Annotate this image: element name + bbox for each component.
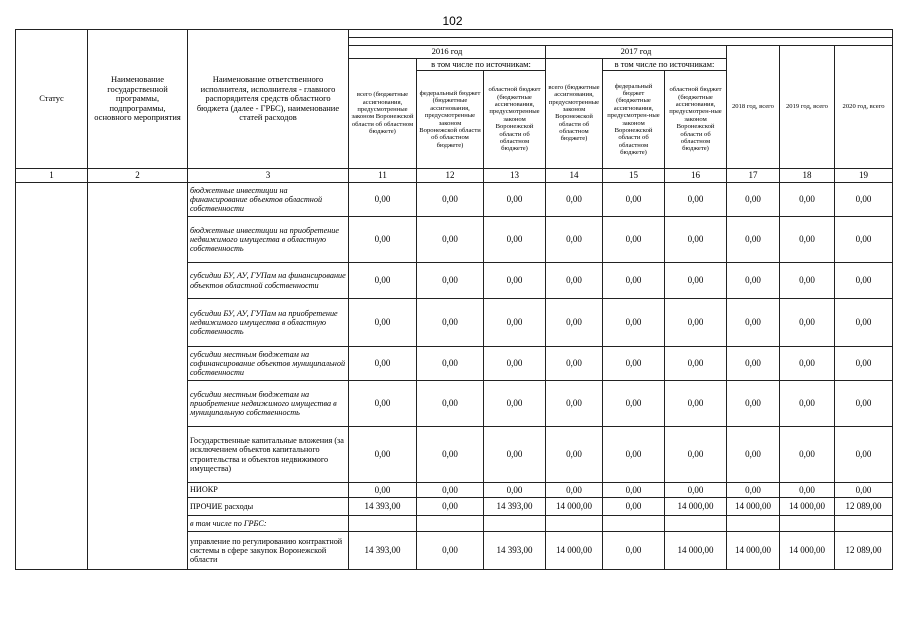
value-cell: 0,00 — [780, 217, 835, 263]
header-2018: 2018 год, всего — [727, 46, 780, 169]
value-cell: 0,00 — [780, 381, 835, 427]
value-cell: 0,00 — [349, 381, 417, 427]
value-cell: 0,00 — [603, 498, 665, 516]
value-cell: 12 089,00 — [835, 532, 893, 570]
value-cell: 0,00 — [603, 532, 665, 570]
value-cell: 0,00 — [727, 263, 780, 299]
value-cell: 0,00 — [780, 263, 835, 299]
header-blank-top — [349, 30, 893, 38]
value-cell: 14 000,00 — [780, 532, 835, 570]
value-cell: 0,00 — [417, 532, 484, 570]
value-cell: 0,00 — [349, 427, 417, 483]
value-cell: 0,00 — [417, 347, 484, 381]
value-cell: 0,00 — [603, 427, 665, 483]
header-blank-second — [349, 38, 893, 46]
value-cell: 14 000,00 — [780, 498, 835, 516]
value-cell: 14 000,00 — [727, 532, 780, 570]
value-cell: 14 393,00 — [349, 498, 417, 516]
header-year-2017: 2017 год — [546, 46, 727, 59]
value-cell: 0,00 — [835, 263, 893, 299]
value-cell: 14 393,00 — [484, 532, 546, 570]
header-col16: областной бюджет (бюджетные ассигнования, предусмотрен-ные законом Воронежской области об областном бюджете) — [665, 71, 727, 169]
col-number: 1 — [16, 169, 88, 183]
value-cell: 0,00 — [546, 427, 603, 483]
row-label: ПРОЧИЕ расходы — [188, 498, 349, 516]
value-cell: 0,00 — [484, 263, 546, 299]
row-label: управление по регулированию контрактной системы в сфере закупок Воронежской области — [188, 532, 349, 570]
value-cell: 0,00 — [484, 347, 546, 381]
row-label: субсидии БУ, АУ, ГУПам на приобретение недвижимого имущества в областную собственность — [188, 299, 349, 347]
header-col14: всего (бюджетные ассигнования, предусмотренные законом Воронежской области об областном бюджете) — [546, 58, 603, 169]
value-cell: 0,00 — [603, 263, 665, 299]
value-cell: 0,00 — [417, 183, 484, 217]
value-cell: 0,00 — [603, 381, 665, 427]
value-cell — [484, 516, 546, 532]
value-cell: 0,00 — [727, 347, 780, 381]
value-cell: 0,00 — [603, 347, 665, 381]
value-cell: 0,00 — [417, 299, 484, 347]
value-cell: 14 393,00 — [349, 532, 417, 570]
col-number: 13 — [484, 169, 546, 183]
row-label: субсидии БУ, АУ, ГУПам на финансирование объектов областной собственности — [188, 263, 349, 299]
value-cell — [417, 516, 484, 532]
header-executor: Наименование ответственного исполнителя, исполнителя - главного распорядителя средств областного бюджета (далее - ГРБС), наименование статей расходов — [188, 30, 349, 169]
value-cell: 0,00 — [835, 347, 893, 381]
value-cell: 0,00 — [546, 263, 603, 299]
header-col13: областной бюджет (бюджетные ассигнования, предусмотренные законом Воронежской области об областном бюджете) — [484, 71, 546, 169]
value-cell: 0,00 — [727, 183, 780, 217]
value-cell: 0,00 — [835, 183, 893, 217]
column-numbers-row — [16, 169, 893, 183]
header-top-row — [16, 30, 893, 38]
row-label: субсидии местным бюджетам на софинансирование объектов муниципальной собственности — [188, 347, 349, 381]
value-cell: 0,00 — [665, 483, 727, 498]
col-number: 17 — [727, 169, 780, 183]
value-cell: 0,00 — [349, 183, 417, 217]
value-cell: 0,00 — [349, 217, 417, 263]
value-cell: 0,00 — [665, 263, 727, 299]
col-number: 14 — [546, 169, 603, 183]
value-cell: 0,00 — [780, 299, 835, 347]
value-cell: 0,00 — [484, 183, 546, 217]
col-number: 2 — [88, 169, 188, 183]
value-cell: 0,00 — [484, 381, 546, 427]
value-cell — [603, 516, 665, 532]
value-cell: 14 000,00 — [546, 498, 603, 516]
value-cell: 0,00 — [780, 427, 835, 483]
program-cell — [88, 183, 188, 570]
value-cell: 0,00 — [665, 217, 727, 263]
value-cell: 0,00 — [546, 381, 603, 427]
row-label: бюджетные инвестиции на финансирование объектов областной собственности — [188, 183, 349, 217]
value-cell: 0,00 — [603, 299, 665, 347]
page-number: 102 — [442, 14, 463, 28]
col-number: 15 — [603, 169, 665, 183]
value-cell — [665, 516, 727, 532]
value-cell: 14 000,00 — [665, 498, 727, 516]
value-cell: 0,00 — [665, 299, 727, 347]
value-cell: 0,00 — [835, 483, 893, 498]
value-cell — [546, 516, 603, 532]
value-cell: 0,00 — [349, 347, 417, 381]
header-2020: 2020 год, всего — [835, 46, 893, 169]
value-cell: 0,00 — [780, 483, 835, 498]
row-label: НИОКР — [188, 483, 349, 498]
value-cell: 12 089,00 — [835, 498, 893, 516]
header-status: Статус — [16, 30, 88, 169]
budget-table — [15, 29, 893, 570]
value-cell: 0,00 — [727, 381, 780, 427]
value-cell: 0,00 — [835, 381, 893, 427]
value-cell: 0,00 — [665, 427, 727, 483]
value-cell: 0,00 — [603, 183, 665, 217]
header-program: Наименование государственной программы, подпрограммы, основного мероприятия — [88, 30, 188, 169]
value-cell — [835, 516, 893, 532]
value-cell: 0,00 — [484, 483, 546, 498]
value-cell — [780, 516, 835, 532]
value-cell: 0,00 — [727, 217, 780, 263]
value-cell: 0,00 — [603, 217, 665, 263]
row-label: Государственные капитальные вложения (за исключением объектов капитального строительства и объектов недвижимого имущества) — [188, 427, 349, 483]
value-cell: 14 000,00 — [727, 498, 780, 516]
value-cell: 0,00 — [417, 498, 484, 516]
table-row — [16, 183, 893, 217]
header-incl-2017: в том числе по источникам: — [603, 58, 727, 71]
value-cell: 14 393,00 — [484, 498, 546, 516]
value-cell: 0,00 — [727, 483, 780, 498]
col-number: 3 — [188, 169, 349, 183]
row-label: в том числе по ГРБС: — [188, 516, 349, 532]
header-incl-2016: в том числе по источникам: — [417, 58, 546, 71]
value-cell — [727, 516, 780, 532]
col-number: 12 — [417, 169, 484, 183]
value-cell: 0,00 — [780, 347, 835, 381]
value-cell — [349, 516, 417, 532]
value-cell: 0,00 — [835, 217, 893, 263]
col-number: 18 — [780, 169, 835, 183]
value-cell: 0,00 — [417, 483, 484, 498]
col-number: 11 — [349, 169, 417, 183]
col-number: 16 — [665, 169, 727, 183]
value-cell: 0,00 — [546, 299, 603, 347]
value-cell: 0,00 — [780, 183, 835, 217]
value-cell: 0,00 — [546, 483, 603, 498]
header-col15: федеральный бюджет (бюджетные ассигнования, предусмотрен-ные законом Воронежской области об областном бюджете) — [603, 71, 665, 169]
value-cell: 0,00 — [484, 427, 546, 483]
row-label: бюджетные инвестиции на приобретение недвижимого имущества в областную собственность — [188, 217, 349, 263]
value-cell: 0,00 — [727, 427, 780, 483]
value-cell: 0,00 — [727, 299, 780, 347]
value-cell: 0,00 — [484, 299, 546, 347]
value-cell: 0,00 — [417, 263, 484, 299]
col-number: 19 — [835, 169, 893, 183]
header-2019: 2019 год, всего — [780, 46, 835, 169]
value-cell: 0,00 — [835, 299, 893, 347]
header-col12: федеральный бюджет (бюджетные ассигнования, предусмотренные законом Воронежской области об областном бюджете) — [417, 71, 484, 169]
value-cell: 0,00 — [665, 347, 727, 381]
value-cell: 0,00 — [349, 483, 417, 498]
value-cell: 0,00 — [546, 183, 603, 217]
value-cell: 0,00 — [546, 217, 603, 263]
value-cell: 14 000,00 — [546, 532, 603, 570]
value-cell: 0,00 — [417, 217, 484, 263]
row-label: субсидии местным бюджетам на приобретение недвижимого имущества в муниципальную собственность — [188, 381, 349, 427]
header-year-2016: 2016 год — [349, 46, 546, 59]
value-cell: 14 000,00 — [665, 532, 727, 570]
status-cell — [16, 183, 88, 570]
value-cell: 0,00 — [665, 381, 727, 427]
header-col11: всего (бюджетные ассигнования, предусмотренные законом Воронежской области об областном бюджете) — [349, 58, 417, 169]
value-cell: 0,00 — [417, 427, 484, 483]
value-cell: 0,00 — [417, 381, 484, 427]
value-cell: 0,00 — [484, 217, 546, 263]
value-cell: 0,00 — [665, 183, 727, 217]
value-cell: 0,00 — [835, 427, 893, 483]
value-cell: 0,00 — [546, 347, 603, 381]
value-cell: 0,00 — [603, 483, 665, 498]
value-cell: 0,00 — [349, 299, 417, 347]
value-cell: 0,00 — [349, 263, 417, 299]
